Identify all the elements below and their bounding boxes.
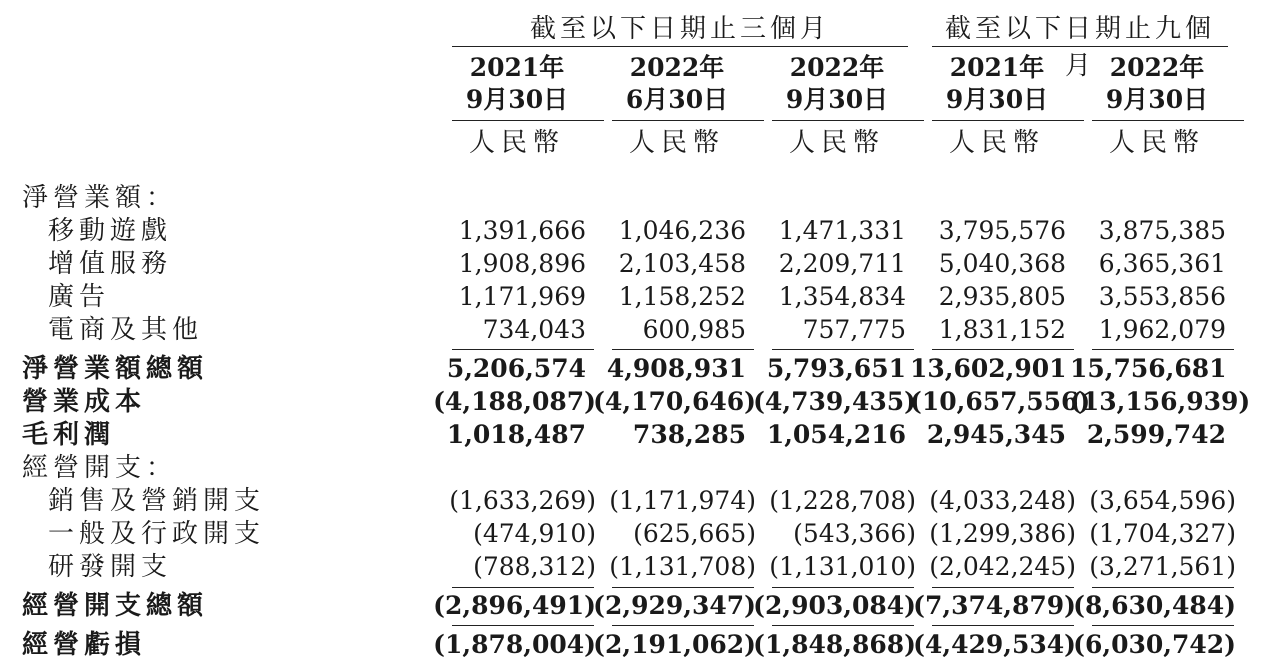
subtotal-rule [612,349,754,350]
subtotal-rule [932,349,1074,350]
value-cell: (1,228,708) [769,486,916,515]
subtotal-rule [612,587,754,588]
value-cell: 3,795,576 [938,216,1066,245]
column-date: 9月30日 [785,85,889,114]
value-cell: 6,365,361 [1098,249,1226,278]
currency-label: 人民幣 [1108,128,1205,158]
value-cell: (543,366) [793,519,916,548]
value-cell: 5,793,651 [766,354,906,383]
value-cell: 1,054,216 [766,420,906,449]
column-date: 9月30日 [465,85,569,114]
row-label: 經營開支總額 [22,591,209,621]
value-cell: 1,046,236 [618,216,746,245]
value-cell: 600,985 [642,315,746,344]
table-row [0,551,1267,583]
value-cell: 2,935,805 [938,282,1066,311]
value-cell: 3,553,856 [1098,282,1226,311]
column-year: 2022年 [629,53,725,82]
table-row [0,248,1267,280]
column-year: 2022年 [1109,53,1205,82]
value-cell: (2,929,347) [593,591,756,620]
currency-rule [1092,120,1244,121]
value-cell: 1,171,969 [458,282,586,311]
value-cell: (1,131,010) [769,552,916,581]
subtotal-rule [452,625,594,626]
value-cell: 5,206,574 [446,354,586,383]
value-cell: 2,945,345 [926,420,1066,449]
section-heading-net-revenue [0,182,1267,214]
value-cell: 2,599,742 [1086,420,1226,449]
subtotal-rule [452,349,594,350]
value-cell: (8,630,484) [1073,591,1236,620]
currency-rule [772,120,924,121]
row-label: 增值服務 [48,249,173,279]
value-cell: (2,191,062) [593,630,756,659]
column-year: 2021年 [949,53,1045,82]
value-cell: 1,471,331 [778,216,906,245]
subtotal-rule [1092,625,1234,626]
row-label: 經營虧損 [22,630,147,660]
row-label: 研發開支 [48,552,173,582]
value-cell: (1,171,974) [609,486,756,515]
column-header-3 [761,52,913,116]
column-header-1 [441,52,593,116]
total-row [0,629,1267,661]
value-cell: 734,043 [482,315,586,344]
value-cell: (3,271,561) [1089,552,1236,581]
column-header-5 [1081,52,1233,116]
subtotal-rule [1092,587,1234,588]
row-label: 淨營業額： [22,183,178,213]
value-cell: 3,875,385 [1098,216,1226,245]
value-cell: (4,188,087) [433,387,596,416]
subtotal-rule [932,587,1074,588]
value-cell: 5,040,368 [938,249,1066,278]
value-cell: 757,775 [802,315,906,344]
column-date: 9月30日 [945,85,1049,114]
row-label: 一般及行政開支 [48,519,266,549]
row-label: 毛利潤 [22,420,116,450]
row-label: 淨營業額總額 [22,354,209,384]
value-cell: (788,312) [473,552,596,581]
value-cell: (474,910) [473,519,596,548]
value-cell: (7,374,879) [913,591,1076,620]
subtotal-rule [772,625,914,626]
value-cell: (13,156,939) [1070,387,1251,416]
value-cell: (2,042,245) [929,552,1076,581]
value-cell: (4,033,248) [929,486,1076,515]
row-label: 移動遊戲 [48,216,173,246]
column-date: 9月30日 [1105,85,1209,114]
value-cell: 1,962,079 [1098,315,1226,344]
total-row [0,353,1267,385]
row-label: 電商及其他 [48,315,204,345]
value-cell: 15,756,681 [1070,354,1227,383]
subtotal-rule [932,625,1074,626]
table-row [0,518,1267,550]
column-date: 6月30日 [625,85,729,114]
value-cell: 738,285 [632,420,746,449]
currency-label: 人民幣 [948,128,1045,158]
subtotal-rule [612,625,754,626]
value-cell: 4,908,931 [606,354,746,383]
value-cell: (1,878,004) [433,630,596,659]
subtotal-rule [452,587,594,588]
currency-rule [452,120,604,121]
value-cell: 1,831,152 [938,315,1066,344]
group-rule-nine-months [932,46,1228,47]
value-cell: (2,903,084) [753,591,916,620]
subtotal-rule [1092,349,1234,350]
value-cell: (625,665) [633,519,756,548]
row-label: 經營開支： [22,453,178,483]
value-cell: 1,908,896 [458,249,586,278]
row-label: 銷售及營銷開支 [48,486,266,516]
value-cell: (4,739,435) [753,387,916,416]
table-row [0,281,1267,313]
value-cell: (4,170,646) [593,387,756,416]
value-cell: (1,633,269) [449,486,596,515]
table-row [0,485,1267,517]
subtotal-rule [772,349,914,350]
group-header-nine-months: 截至以下日期止九個月 [944,14,1215,81]
currency-rule [612,120,764,121]
currency-label: 人民幣 [628,128,725,158]
value-cell: (4,429,534) [913,630,1076,659]
value-cell: (3,654,596) [1089,486,1236,515]
value-cell: 1,391,666 [458,216,586,245]
value-cell: 1,354,834 [778,282,906,311]
value-cell: (1,131,708) [609,552,756,581]
section-heading-operating-expenses [0,452,1267,484]
total-row [0,419,1267,451]
value-cell: (1,848,868) [753,630,916,659]
currency-label: 人民幣 [788,128,885,158]
value-cell: (1,704,327) [1089,519,1236,548]
value-cell: 1,018,487 [446,420,586,449]
group-rule-three-months [452,46,908,47]
column-year: 2021年 [469,53,565,82]
currency-rule [932,120,1084,121]
table-row [0,215,1267,247]
column-header-2 [601,52,753,116]
value-cell: 1,158,252 [618,282,746,311]
total-row [0,386,1267,418]
value-cell: (10,657,556) [910,387,1091,416]
value-cell: (2,896,491) [433,591,596,620]
value-cell: (1,299,386) [929,519,1076,548]
row-label: 營業成本 [22,387,147,417]
value-cell: 2,209,711 [778,249,906,278]
table-row [0,314,1267,346]
total-row [0,590,1267,622]
value-cell: 2,103,458 [618,249,746,278]
group-header-three-months: 截至以下日期止三個月 [529,14,830,44]
subtotal-rule [772,587,914,588]
currency-label: 人民幣 [468,128,565,158]
value-cell: (6,030,742) [1073,630,1236,659]
row-label: 廣告 [48,282,111,312]
column-header-4 [921,52,1073,116]
column-year: 2022年 [789,53,885,82]
value-cell: 13,602,901 [910,354,1067,383]
